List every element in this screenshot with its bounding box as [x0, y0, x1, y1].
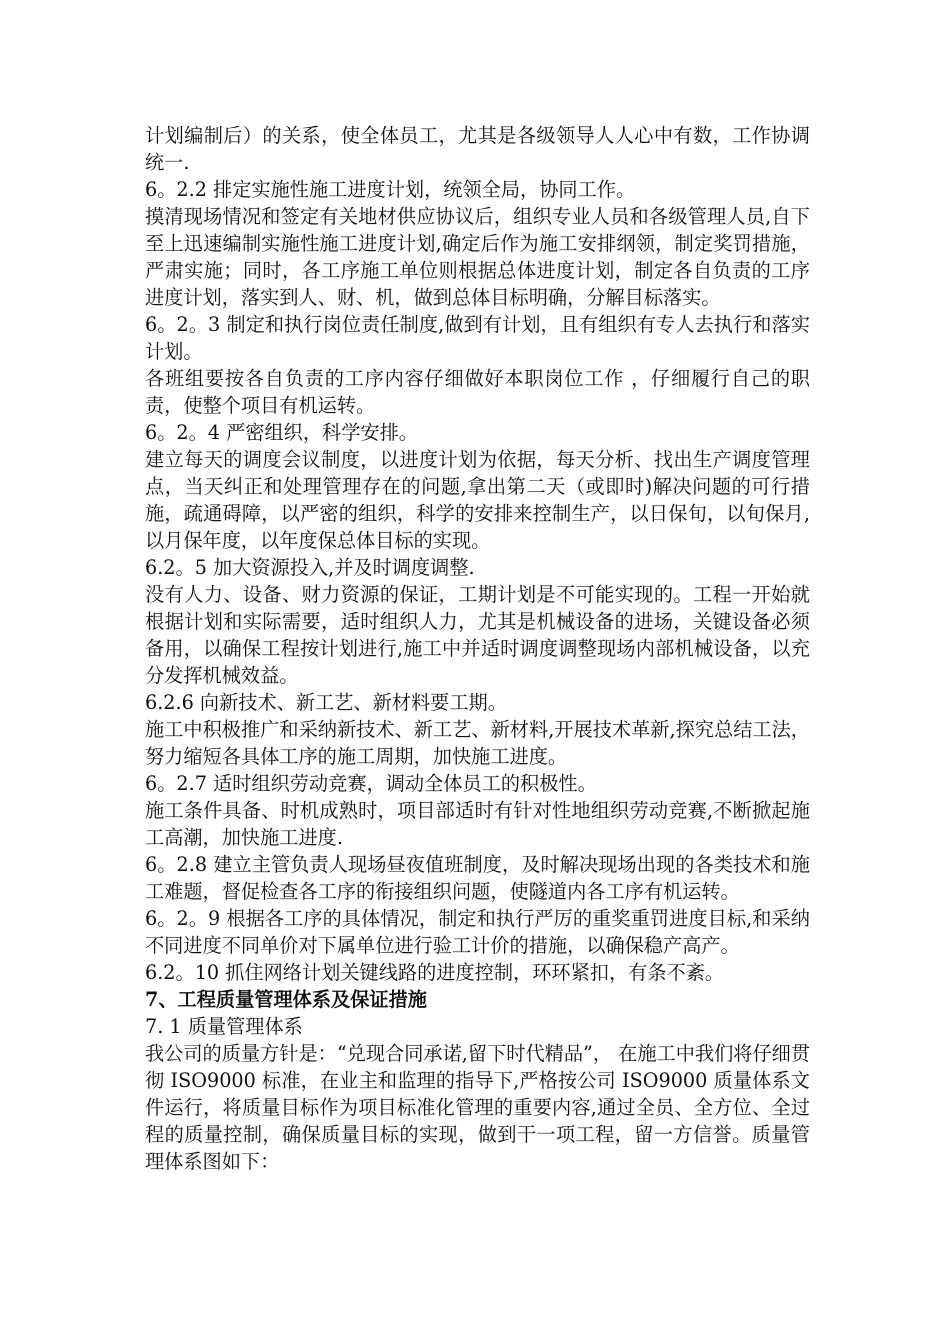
subsection-title: 6。2。4 严密组织，科学安排。: [145, 421, 418, 444]
section-heading: 7、工程质量管理体系及保证措施: [145, 988, 427, 1011]
body-paragraph: 6。2.8 建立主管负责人现场昼夜值班制度，及时解决现场出现的各类技术和施工难题，督促检查各工序的衔接组织问题，使隧道内各工序有机运转。: [145, 853, 810, 903]
document-page: [145, 122, 810, 1175]
subsection-title: 6。2.7 适时组织劳动竞赛，调动全体员工的积极性。: [145, 772, 597, 795]
subsection-heading: 7. 1 质量管理体系: [145, 1015, 303, 1038]
subsection-title: 6。2。3 制定和执行岗位责任制度,做到有计划，且有组织有专人去执行和落实计划。: [145, 313, 810, 363]
subsection-title: 6.2.6 向新技术、新工艺、新材料要工期。: [145, 691, 507, 714]
body-paragraph: 6。2。9 根据各工序的具体情况，制定和执行严厉的重奖重罚进度目标,和采纳不同进度不同单价对下属单位进行验工计价的措施，以确保稳产高产。: [145, 907, 810, 957]
subsection-title: 6。2.2 排定实施性施工进度计划，统领全局，协同工作。: [145, 178, 636, 201]
body-paragraph: 建立每天的调度会议制度，以进度计划为依据，每天分析、找出生产调度管理点，当天纠正和处理管理存在的问题,拿出第二天（或即时)解决问题的可行措施，疏通碍障，以严密的组织，科学的安排来控制生产，以日保旬，以旬保月,以月保年度，以年度保总体目标的实现。: [145, 448, 810, 552]
body-paragraph: 各班组要按各自负责的工序内容仔细做好本职岗位工作 ，仔细履行自己的职责，使整个项目有机运转。: [145, 367, 810, 417]
body-paragraph: 施工条件具备、时机成熟时，项目部适时有针对性地组织劳动竞赛,不断掀起施工高潮，加快施工进度.: [145, 799, 810, 849]
body-paragraph: 摸清现场情况和签定有关地材供应协议后，组织专业人员和各级管理人员,自下至上迅速编制实施性施工进度计划,确定后作为施工安排纲领，制定奖罚措施，严肃实施；同时，各工序施工单位则根据总体进度计划，制定各自负责的工序进度计划，落实到人、财、机，做到总体目标明确，分解目标落实。: [145, 205, 810, 309]
body-paragraph: 没有人力、设备、财力资源的保证，工期计划是不可能实现的。工程一开始就根据计划和实际需要，适时组织人力，尤其是机械设备的进场，关键设备必须备用，以确保工程按计划进行,施工中并适时调度调整现场内部机械设备，以充分发挥机械效益。: [145, 583, 810, 687]
body-paragraph: 计划编制后）的关系，使全体员工，尤其是各级领导人人心中有数，工作协调统一.: [145, 124, 810, 174]
body-paragraph: 施工中积极推广和采纳新技术、新工艺、新材料,开展技术革新,探究总结工法，努力缩短各具体工序的施工周期，加快施工进度。: [145, 718, 810, 768]
subsection-title: 6.2。5 加大资源投入,并及时调度调整.: [145, 556, 475, 579]
body-paragraph: 6.2。10 抓住网络计划关键线路的进度控制，环环紧扣，有条不紊。: [145, 961, 725, 984]
closing-paragraph: 我公司的质量方针是：“兑现合同承诺,留下时代精品”， 在施工中我们将仔细贯彻 ISO9000 标准，在业主和监理的指导下,严格按公司 ISO9000 质量体系文件运行，将质量目标作为项目标准化管理的重要内容,通过全员、全方位、全过程的质量控制，确保质量目标的实现，做到干一项工程，留一方信誉。质量管理体系图如下：: [145, 1042, 811, 1173]
